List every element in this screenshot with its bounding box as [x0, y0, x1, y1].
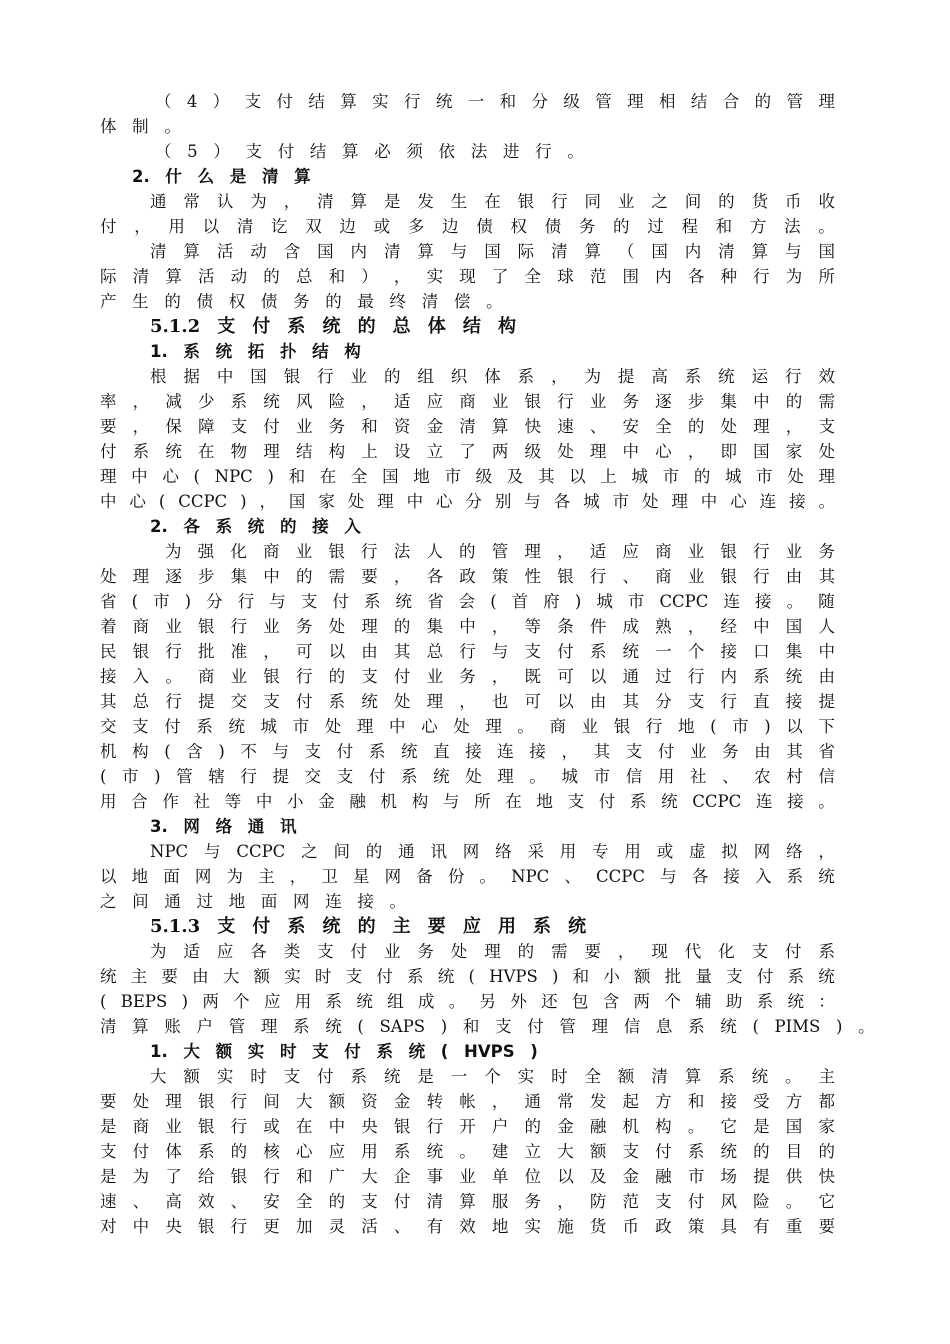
- text-line: 接 入 。 商 业 银 行 的 支 付 业 务 ， 既 可 以 通 过 行 内 系 统 由: [100, 667, 835, 686]
- text-line: 中 心 ( CCPC ) ， 国 家 处 理 中 心 分 别 与 各 城 市 处 理 中 心 连 接 。: [100, 492, 835, 511]
- text-line: 产 生 的 债 权 债 务 的 最 终 清 偿 。: [100, 292, 503, 311]
- text-line: 以 地 面 网 为 主 ， 卫 星 网 备 份 。 NPC 、 CCPC 与 各 接 入 系 统: [100, 867, 835, 886]
- text-line: 为 强 化 商 业 银 行 法 人 的 管 理 ， 适 应 商 业 银 行 业 务: [165, 542, 835, 561]
- text-line: 对 中 央 银 行 更 加 灵 活 、 有 效 地 实 施 货 币 政 策 具 有 重 要: [100, 1217, 835, 1236]
- text-line: ( 市 ) 管 辖 行 提 交 支 付 系 统 处 理 。 城 市 信 用 社 、 农 村 信: [100, 767, 835, 786]
- text-line: （ 5 ） 支 付 结 算 必 须 依 法 进 行 。: [155, 142, 584, 161]
- text-line: 5.1.3 支 付 系 统 的 主 要 应 用 系 统: [150, 916, 587, 937]
- text-line: 通 常 认 为 ， 清 算 是 发 生 在 银 行 同 业 之 间 的 货 币 收: [150, 192, 835, 211]
- text-line: 为 适 应 各 类 支 付 业 务 处 理 的 需 要 ， 现 代 化 支 付 系: [150, 942, 835, 961]
- text-line: 民 银 行 批 准 ， 可 以 由 其 总 行 与 支 付 系 统 一 个 接 口 集 中: [100, 642, 835, 661]
- text-line: 大 额 实 时 支 付 系 统 是 一 个 实 时 全 额 清 算 系 统 。 主: [150, 1067, 835, 1086]
- text-line: 付 ， 用 以 清 讫 双 边 或 多 边 债 权 债 务 的 过 程 和 方 法 。: [100, 217, 835, 236]
- text-line: 付 系 统 在 物 理 结 构 上 设 立 了 两 级 处 理 中 心 ， 即 国 家 处: [100, 442, 835, 461]
- text-line: 统 主 要 由 大 额 实 时 支 付 系 统 ( HVPS ) 和 小 额 批 量 支 付 系 统: [100, 967, 835, 986]
- text-line: 是 为 了 给 银 行 和 广 大 企 事 业 单 位 以 及 金 融 市 场 提 供 快: [100, 1167, 835, 1186]
- text-line: 2. 各 系 统 的 接 入: [150, 517, 361, 536]
- text-line: 交 支 付 系 统 城 市 处 理 中 心 处 理 。 商 业 银 行 地 ( 市 ) 以 下: [100, 717, 835, 736]
- text-line: 3. 网 络 通 讯: [150, 817, 297, 836]
- text-line: 5.1.2 支 付 系 统 的 总 体 结 构: [150, 316, 516, 337]
- text-line: 清 算 活 动 含 国 内 清 算 与 国 际 清 算 （ 国 内 清 算 与 国: [150, 242, 835, 261]
- text-line: 理 中 心 ( NPC ) 和 在 全 国 地 市 级 及 其 以 上 城 市 的 城 市 处 理: [100, 467, 835, 486]
- text-line: 际 清 算 活 动 的 总 和 ） ， 实 现 了 全 球 范 围 内 各 种 行 为 所: [100, 267, 835, 286]
- text-line: 速 、 高 效 、 安 全 的 支 付 清 算 服 务 ， 防 范 支 付 风 险 。 它: [100, 1192, 835, 1211]
- text-line: 1. 大 额 实 时 支 付 系 统 ( HVPS ): [150, 1042, 538, 1061]
- text-line: 率 ， 减 少 系 统 风 险 ， 适 应 商 业 银 行 业 务 逐 步 集 中 的 需: [100, 392, 835, 411]
- text-line: 体 制 。: [100, 117, 181, 136]
- text-line: 是 商 业 银 行 或 在 中 央 银 行 开 户 的 金 融 机 构 。 它 是 国 家: [100, 1117, 835, 1136]
- text-line: 着 商 业 银 行 业 务 处 理 的 集 中 ， 等 条 件 成 熟 ， 经 中 国 人: [100, 617, 835, 636]
- text-line: 根 据 中 国 银 行 业 的 组 织 体 系 ， 为 提 高 系 统 运 行 效: [150, 367, 835, 386]
- text-line: 要 ， 保 障 支 付 业 务 和 资 金 清 算 快 速 、 安 全 的 处 理 ， 支: [100, 417, 835, 436]
- text-line: 2. 什 么 是 清 算: [132, 167, 311, 186]
- text-line: （ 4 ） 支 付 结 算 实 行 统 一 和 分 级 管 理 相 结 合 的 管 理: [155, 92, 835, 111]
- text-line: 1. 系 统 拓 扑 结 构: [150, 342, 361, 361]
- text-line: 之 间 通 过 地 面 网 连 接 。: [100, 892, 407, 911]
- text-line: NPC 与 CCPC 之 间 的 通 讯 网 络 采 用 专 用 或 虚 拟 网 络 ，: [150, 842, 835, 861]
- text-line: 处 理 逐 步 集 中 的 需 要 ， 各 政 策 性 银 行 、 商 业 银 行 由 其: [100, 567, 835, 586]
- text-line: 支 付 体 系 的 核 心 应 用 系 统 。 建 立 大 额 支 付 系 统 的 目 的: [100, 1142, 835, 1161]
- text-line: 省 ( 市 ) 分 行 与 支 付 系 统 省 会 ( 首 府 ) 城 市 CCPC 连 接 。 随: [100, 592, 835, 611]
- text-line: ( BEPS ) 两 个 应 用 系 统 组 成 。 另 外 还 包 含 两 个 辅 助 系 统 ：: [100, 992, 835, 1011]
- text-line: 机 构 ( 含 ) 不 与 支 付 系 统 直 接 连 接 ， 其 支 付 业 务 由 其 省: [100, 742, 835, 761]
- text-line: 用 合 作 社 等 中 小 金 融 机 构 与 所 在 地 支 付 系 统 CCPC 连 接 。: [100, 792, 835, 811]
- text-line: 要 处 理 银 行 间 大 额 资 金 转 帐 ， 通 常 发 起 方 和 接 受 方 都: [100, 1092, 835, 1111]
- text-line: 清 算 账 户 管 理 系 统 ( SAPS ) 和 支 付 管 理 信 息 系 统 ( PIMS ) 。: [100, 1017, 875, 1036]
- text-line: 其 总 行 提 交 支 付 系 统 处 理 ， 也 可 以 由 其 分 支 行 直 接 提: [100, 692, 835, 711]
